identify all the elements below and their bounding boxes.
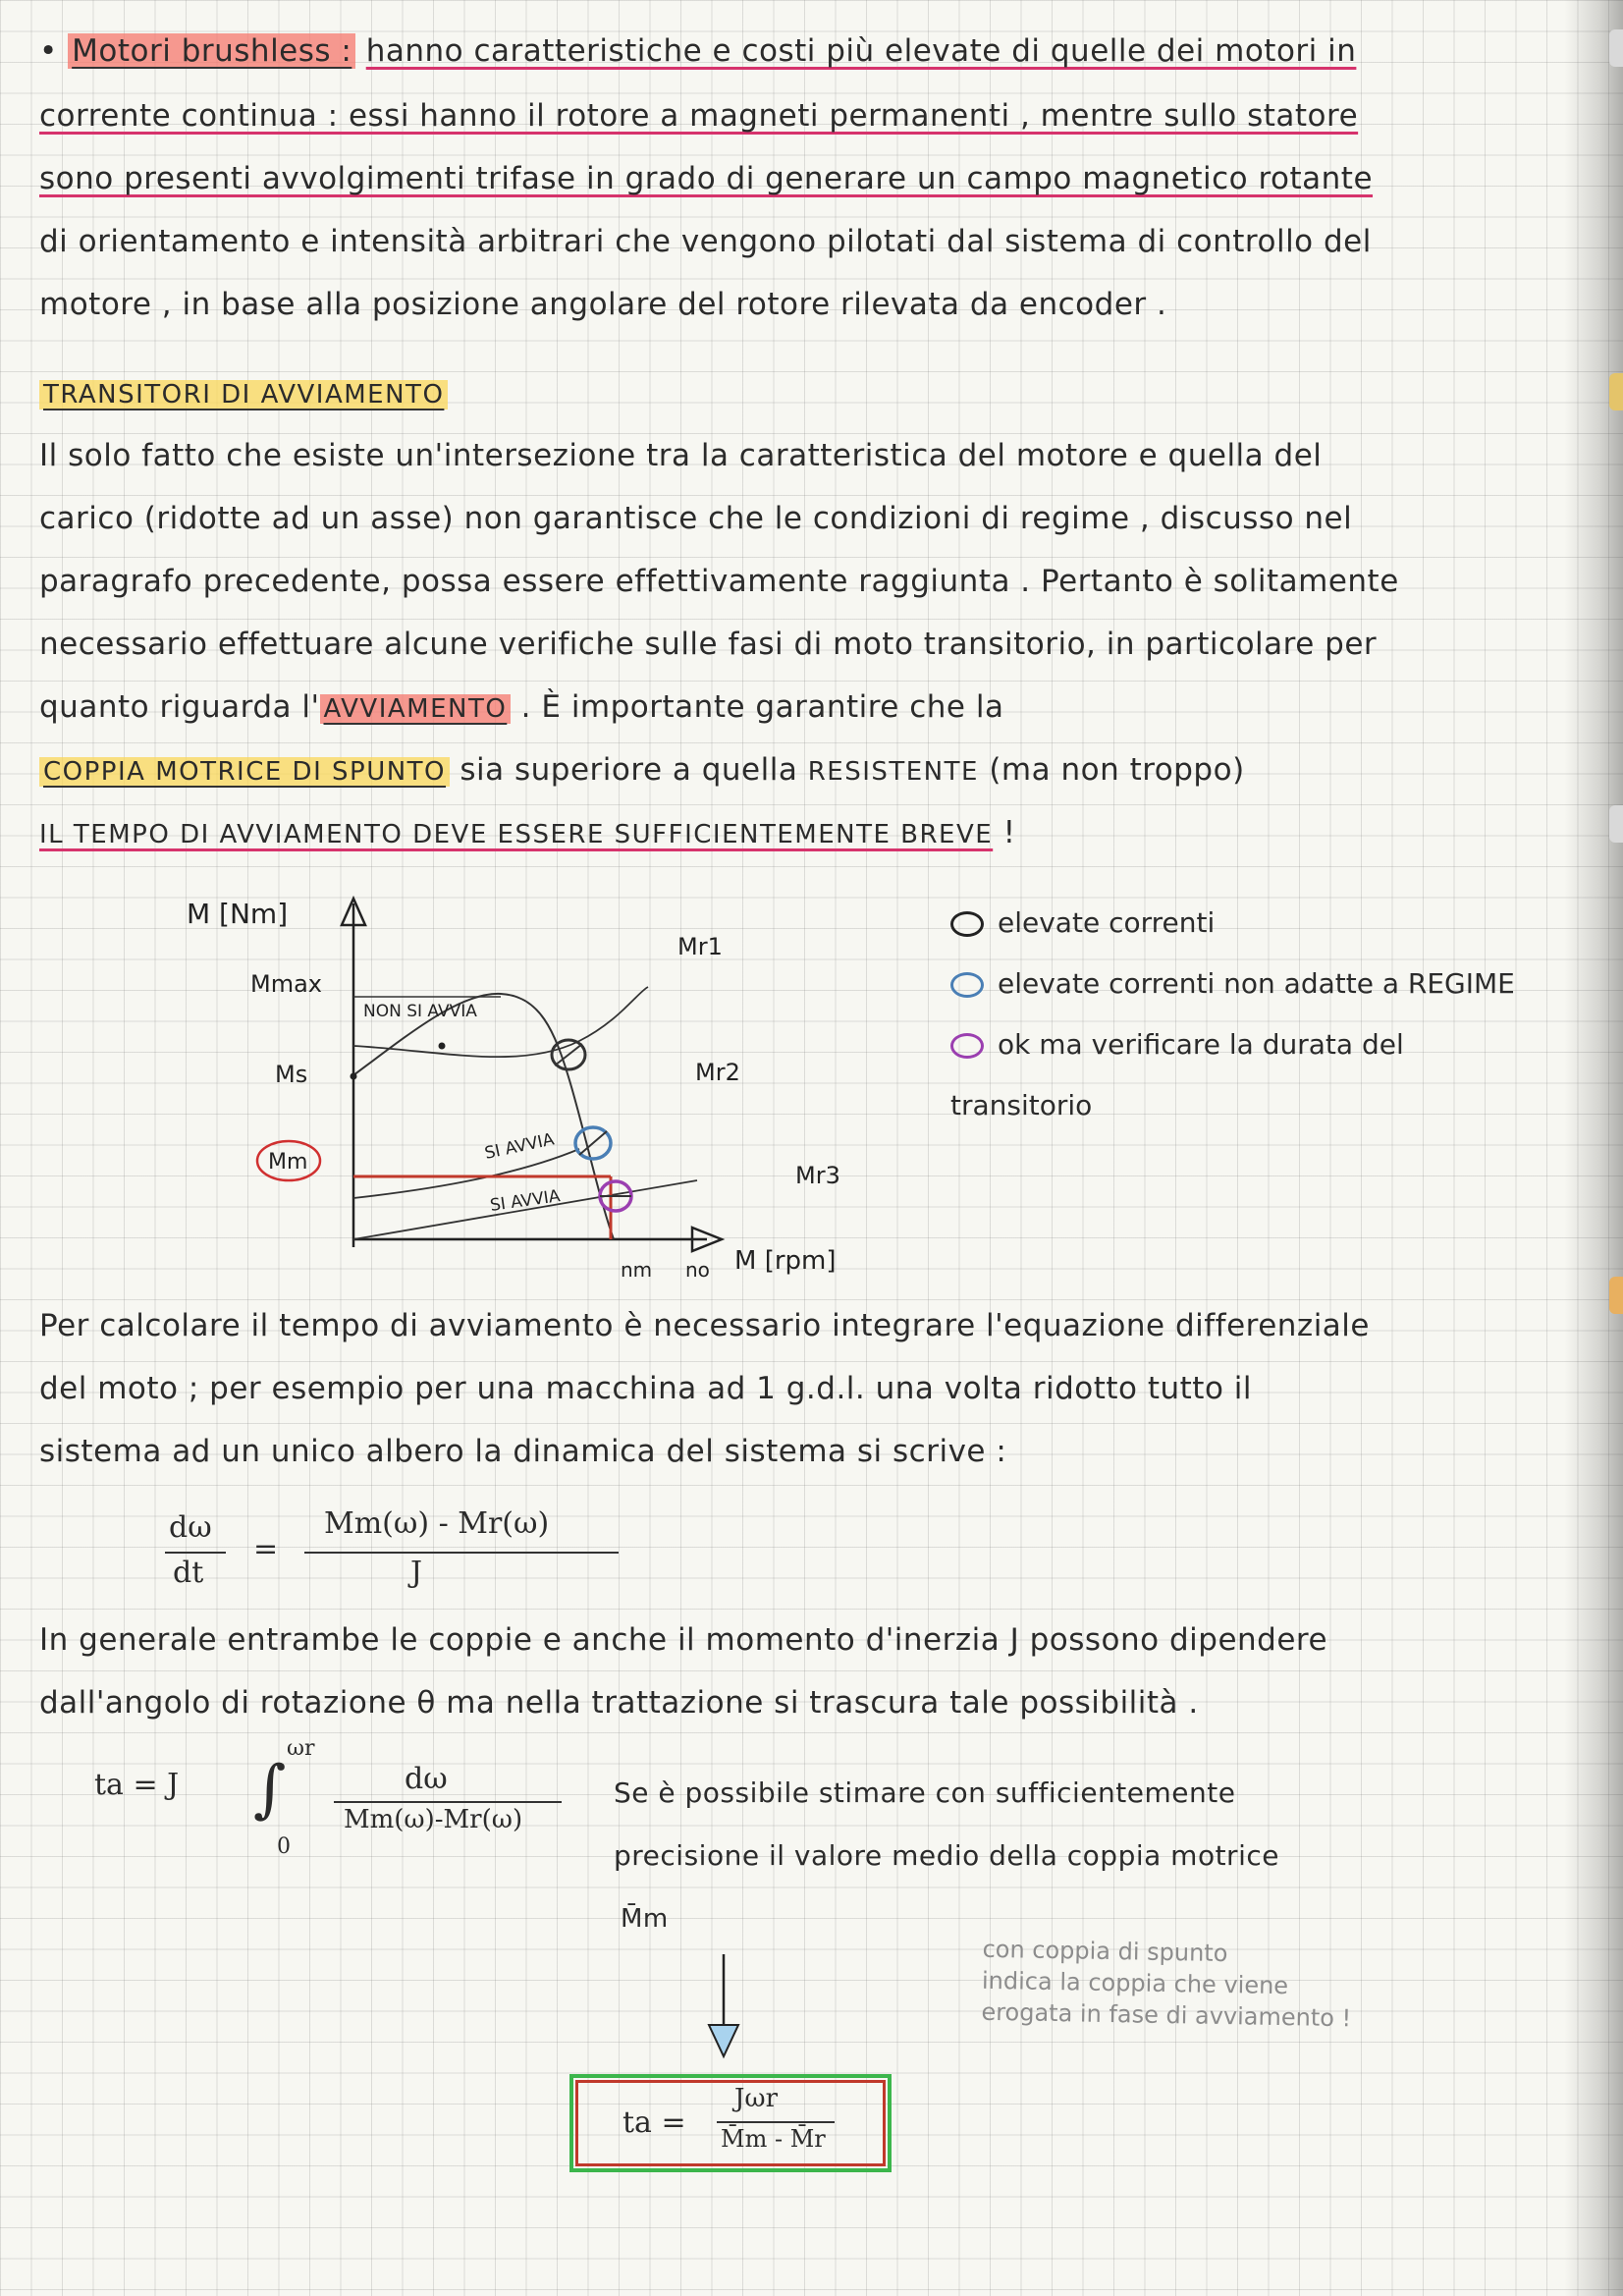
legend-text: ok ma verificare la durata del [998, 1028, 1404, 1061]
section-line-2: carico (ridotte ad un asse) non garantisce che le condizioni di regime , discusso nel [39, 501, 1353, 536]
eq1-rhs-num: Mm(ω) - Mr(ω) [324, 1506, 550, 1541]
legend-item-blue [950, 964, 1515, 1004]
legend-circle-icon [950, 911, 984, 937]
tempo-avviamento: IL TEMPO DI AVVIAMENTO DEVE ESSERE SUFFICIENTEMENTE BREVE [39, 820, 994, 849]
bullet: • [39, 33, 58, 69]
nm-tick: nm [621, 1258, 653, 1282]
after-graph-line-1: Per calcolare il tempo di avviamento è necessario integrare l'equazione differenziale [39, 1308, 1370, 1343]
line5-before: quanto riguarda l' [39, 689, 320, 725]
side-text-line-1: Se è possibile stimare con sufficientemente [614, 1777, 1236, 1809]
legend-item-black [950, 903, 1215, 943]
mmax-label: Mmax [250, 970, 322, 998]
resistente: RESISTENTE [807, 757, 979, 787]
paragraph1-line-2: corrente continua : essi hanno il rotore a magneti permanenti , mentre sullo statore [39, 98, 1359, 134]
pencil-note-line: erogata in fase di avviamento ! [981, 1997, 1352, 2033]
section-heading-line [39, 373, 1551, 414]
eq2-lhs: ta = J [94, 1768, 180, 1802]
page-tab [1609, 373, 1623, 410]
section-line-5 [39, 687, 1551, 729]
after-graph-line-3: sistema ad un unico albero la dinamica del sistema si scrive : [39, 1434, 1007, 1469]
legend-text: transitorio [950, 1089, 1093, 1121]
eq2-bar [334, 1801, 562, 1803]
section-line-4: necessario effettuare alcune verifiche sulle fasi di moto transitorio, in particolare per [39, 627, 1378, 662]
section-line-6 [39, 750, 1551, 792]
middle-line-1: In generale entrambe le coppie e anche il momento d'inerzia J possono dipendere [39, 1622, 1328, 1658]
line5-after: . È importante garantire che la [520, 689, 1004, 725]
legend-circle-icon [950, 1033, 984, 1059]
eq1-equals: = [253, 1532, 279, 1566]
pencil-note-line: indica la coppia che viene [981, 1966, 1289, 2000]
legend-text: elevate correnti non adatte a REGIME [998, 967, 1515, 1000]
legend-item-purple [950, 1025, 1404, 1065]
section-line-7 [39, 813, 1551, 854]
legend-item-continuation [950, 1086, 1092, 1125]
mr1-label: Mr1 [677, 933, 723, 960]
paragraph1-line-3: sono presenti avvolgimenti trifase in grado di generare un campo magnetico rotante [39, 161, 1374, 196]
legend-text: elevate correnti [998, 906, 1216, 939]
section-line-3: paragrafo precedente, possa essere effettivamente raggiunta . Pertanto è solitamente [39, 564, 1399, 599]
motor-curve [353, 994, 614, 1239]
result-lhs: ta = [622, 2105, 686, 2140]
down-arrow-icon [699, 1954, 748, 2062]
mr2-label: Mr2 [695, 1059, 740, 1086]
pencil-note-line: con coppia di spunto [982, 1935, 1228, 1968]
eq2-num: dω [405, 1762, 448, 1796]
torque-speed-graph [167, 884, 913, 1296]
page-tab [1609, 29, 1623, 67]
eq1-rhs-den: J [410, 1556, 423, 1590]
eq1-lhs-den: dt [173, 1556, 204, 1590]
section-heading: TRANSITORI DI AVVIAMENTO [39, 380, 448, 410]
page-tab [1609, 805, 1623, 843]
legend-circle-icon [950, 972, 984, 998]
brushless-heading: Motori brushless : [68, 33, 355, 69]
mr3-label: Mr3 [795, 1162, 840, 1189]
section-line-1: Il solo fatto che esiste un'intersezione tra la caratteristica del motore e quella del [39, 438, 1323, 473]
paragraph1-line-1 [39, 31, 1551, 71]
result-bar [717, 2121, 835, 2123]
coppia-spunto: COPPIA MOTRICE DI SPUNTO [39, 757, 450, 787]
eq1-lhs-bar [165, 1552, 226, 1554]
result-den: M̄m - M̄r [721, 2125, 826, 2153]
after-graph-line-2: del moto ; per esempio per una macchina ad 1 g.d.l. una volta ridotto tutto il [39, 1371, 1252, 1406]
mm-label: Mm [268, 1150, 308, 1175]
page-tab [1609, 1277, 1623, 1314]
ms-label: Ms [275, 1061, 308, 1088]
line6-end: (ma non troppo) [989, 752, 1245, 788]
region-label-non-si-avvia: NON SI AVVIA [363, 1002, 477, 1021]
side-text-line-2: precisione il valore medio della coppia motrice [614, 1839, 1279, 1872]
eq1-rhs-bar [304, 1552, 619, 1554]
notebook-binding [1564, 0, 1623, 2296]
side-text-symbol: M̄m [621, 1904, 669, 1934]
eq2-den: Mm(ω)-Mr(ω) [344, 1805, 523, 1834]
eq1-lhs-num: dω [169, 1510, 212, 1545]
eq2-upper-limit: ωr [287, 1736, 315, 1761]
result-box [569, 2074, 892, 2172]
paragraph1-text: hanno caratteristiche e costi più elevate di quelle dei motori in [365, 33, 1357, 69]
paragraph1-line-5: motore , in base alla posizione angolare del rotore rilevata da encoder . [39, 287, 1167, 322]
ms-point [351, 1073, 357, 1080]
y-axis-label: M [Nm] [187, 898, 289, 930]
result-num: Jωr [734, 2084, 779, 2113]
integral-sign: ∫ [253, 1753, 287, 1826]
curve-point [439, 1043, 446, 1050]
avviamento-highlight: AVVIAMENTO [320, 694, 512, 724]
eq2-lower-limit: 0 [277, 1834, 291, 1859]
middle-line-2: dall'angolo di rotazione θ ma nella trattazione si trascura tale possibilità . [39, 1685, 1199, 1721]
line6-after: sia superiore a quella [460, 752, 798, 788]
pencil-note [981, 1934, 1352, 2035]
line7-end: ! [1002, 815, 1016, 850]
region-label-si-avvia-2: SI AVVIA [488, 1186, 562, 1216]
paragraph1-line-4: di orientamento e intensità arbitrari che vengono pilotati dal sistema di controllo del [39, 224, 1372, 259]
no-tick: no [685, 1258, 710, 1282]
x-axis-label: M [rpm] [734, 1246, 837, 1276]
region-label-si-avvia-1: SI AVVIA [482, 1129, 557, 1164]
